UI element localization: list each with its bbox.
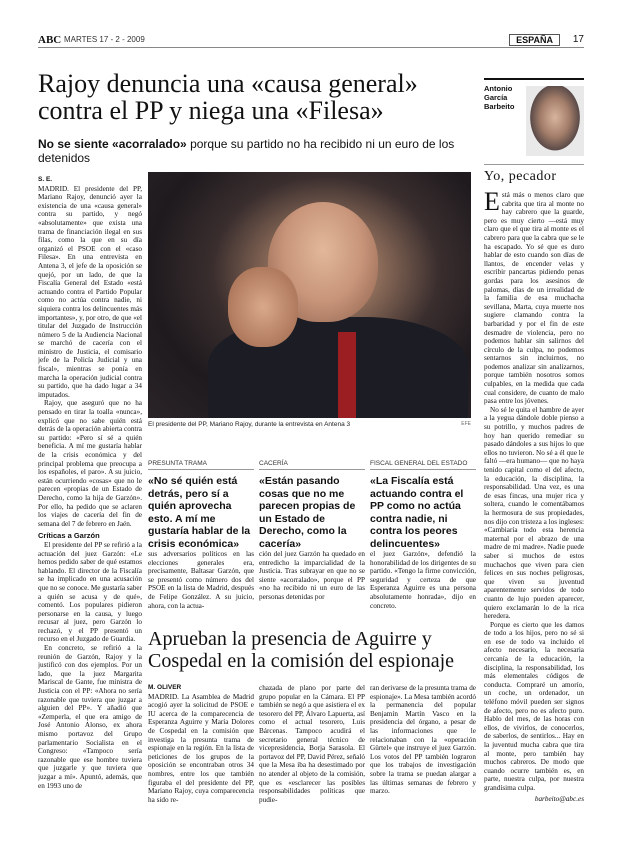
second-paragraph-3: ran derivarse de la presunta trama de espionaje». La Mesa también acordó la permanencia del popular Benjamín Martín Vasco en la presidencia del órgano, a pesar de las informaciones que le relacionaban con la «operación Gürtel» que instruye el juez Garzón. Los votos del PP también lograron que los trabajos de investigación sobre la trama se puedan alargar a las últimas semanas de febrero y marzo. bbox=[370, 684, 476, 796]
author-box bbox=[484, 78, 584, 156]
section-name: ESPAÑA bbox=[509, 34, 560, 46]
second-article-column-1 bbox=[148, 684, 254, 844]
photo-caption bbox=[148, 421, 471, 428]
main-paragraph-2: Rajoy, que aseguró que no ha pensado en tirar la toalla «nunca», explicó que no sabe quién está detrás de la operación abierta contra su partido: «Pero sí sé a quién beneficia. A mí me gustaría hablar de la crisis económica y del principal problema que preocupa a los españoles, el paro». A su juicio, están ocurriendo «cosas» que no le parecen «propias de un Estado de Derecho, como la hija de Garzón». Por ello, ha pedido que se aclaren los viajes de cacería del fin de semana del 7 de febrero en Jaén. bbox=[38, 399, 142, 528]
continuation-text: sus adversarios políticos en las elecciones generales era, precisamente, Baltasar Garzón, que se presentó como número dos del PSOE en la lista de Madrid, después de Felipe González. A su juicio, ahora, con la actua- bbox=[148, 550, 254, 610]
opinion-paragraph-2: No sé le quita el hambre de ayer a la yegua dándole doble pienso a su potrillo, y muchos padres de hoy han querido remediar su pasado dándoles a sus hijos lo que ellos no tuvieron. No sé a él que le faltó —era humano— que no haya tenido capital como el del afecto, la educación, la disciplina, la responsabilidad. Una vez, es una de esas fincas, una mujer rica y soltera, cuando le comentábamos la hermosura de sus propiedades, nos dijo con tristeza a los ingleses: «Cambiaría todo esta herencia maternal por el abrazo de una madre de mi madre». Nadie puede saber si muchos de estos muchachos que viven para cien felices en sus noches peligrosas, que viven su juventud aparentemente servidos de todo cuanto de lujo pueden aparecer, quiero exclamarán lo de la rica heredera. bbox=[484, 405, 584, 621]
opinion-paragraph-1 bbox=[484, 191, 584, 406]
main-subheading: Críticas a Garzón bbox=[38, 531, 100, 541]
second-headline-line1: Aprueban la presencia de Aguirre y bbox=[148, 628, 432, 650]
second-paragraph-1: MADRID. La Asamblea de Madrid acogió ayer la solicitud de PSOE e IU acerca de la comparecencia de Esperanza Aguirre y María Dolores de Cospedal en la comisión que investiga la presunta trama de espionaje en la región. En la lista de peticiones de los grupos de la oposición se encontraban otros 34 nombres, entre los que también figuraba el del presidente del PP, Mariano Rajoy, cuya comparecencia ha sido re- bbox=[148, 692, 254, 804]
page-number: 17 bbox=[572, 34, 584, 45]
main-paragraph-4: En concreto, se refirió a la reunión de Garzón, Rajoy y la justificó con dos ejemplos. Por un lado, que la juez Margarita Mariscal de Gante, fue ministra de Justicia con el PP: «Ahora no sería razonable que tuviera que juzgar a alguien del PP». Y añadió que «Zemperla, el que era amigo de José Antonio Alonso, ex ahora mismo portavoz del Grupo parlamentario Socialista en el Congreso: «Tampoco sería razonable que ese hombre tuviera que juzgarle y que tuviera que juzgar a mí». Apuntó, además, que en 1993 uno de bbox=[38, 644, 142, 790]
opinion-column bbox=[484, 78, 584, 846]
pull-quote-text: «Están pasando cosas que no me parecen propias de un Estado de Derecho, como la cacería» bbox=[259, 475, 356, 550]
rajoy-photo bbox=[148, 172, 471, 418]
photo-credit: EFE bbox=[461, 421, 471, 427]
pull-quote-3 bbox=[370, 460, 476, 550]
photo-caption-text: El presidente del PP, Mariano Rajoy, durante la entrevista en Antena 3 bbox=[148, 421, 351, 428]
author-portrait bbox=[526, 86, 584, 156]
newspaper-logo: ABC bbox=[38, 34, 62, 46]
pull-quote-label: FISCAL GENERAL DEL ESTADO bbox=[370, 460, 476, 470]
pull-quote-1 bbox=[148, 460, 254, 550]
main-byline: S. E. bbox=[38, 176, 53, 183]
continuation-text: ción del juez Garzón ha quedado en entredicho la imparcialidad de la Justicia. Tras subrayar en que no se siente «acorralado», porque el PP «no ha recibido ni un euro de las personas detenidas por bbox=[259, 550, 365, 601]
pull-quote-label: CACERÍA bbox=[259, 460, 365, 470]
second-paragraph-2: chazada de plano por parte del grupo popular en la Cámara. El PP también se negó a que asistiera el ex tesorero del PP, Álvaro Lapuerta, así como el actual tesorero, Luis Bárcenas. Tampoco acudirá el secretario general técnico de vicepresidencia, Borja Sarasola. El portavoz del PP, David Pérez, señaló que la Mesa iba ha desestimado por no atender al objeto de la comisión, que es «esclarecer las posibles responsabilidades políticas que pudie- bbox=[259, 684, 365, 804]
second-article-column-2 bbox=[259, 684, 365, 844]
author-surname-2: Barbeito bbox=[484, 102, 515, 111]
issue-date: MARTES 17 - 2 - 2009 bbox=[64, 35, 145, 44]
opinion-title: Yo, pecador bbox=[484, 164, 584, 185]
second-headline-line2: Cospedal en la comisión del espionaje bbox=[148, 650, 455, 672]
continuation-text: el juez Garzón», defendió la honorabilidad de los dirigentes de su partido. «Tengo la firme convicción, seguridad y certeza de que Esperanza Aguirre es una persona absolutamente honrada», dijo en concreto. bbox=[370, 550, 476, 610]
pull-quote-text: «No sé quién está detrás, pero sí a quién aprovecha esto. A mí me gustaría hablar de la crisis económica» bbox=[148, 475, 251, 550]
main-continuation-1 bbox=[148, 550, 254, 614]
author-name bbox=[484, 84, 524, 111]
main-headline-line2: contra el PP y niega una «Filesa» bbox=[38, 96, 384, 125]
second-headline bbox=[148, 628, 478, 672]
subhead-bold: No se siente «acorralado» bbox=[38, 137, 187, 151]
main-subhead bbox=[38, 137, 468, 165]
main-headline bbox=[38, 70, 468, 124]
opinion-signature[interactable]: barbeito@abc.es bbox=[534, 794, 584, 803]
main-article-column-1 bbox=[38, 176, 142, 844]
main-continuation-3 bbox=[370, 550, 476, 614]
pull-quote-text: «La Fiscalía está actuando contra el PP como no actúa contra nadie, ni contra los peores delincuentes» bbox=[370, 475, 464, 550]
photo-hand-shape bbox=[228, 267, 298, 347]
second-byline: M. OLIVER bbox=[148, 684, 182, 691]
author-surname-1: García bbox=[484, 93, 508, 102]
author-first-name: Antonio bbox=[484, 84, 513, 93]
pull-quote-2 bbox=[259, 460, 365, 550]
main-paragraph-3: El presidente del PP se refirió a la actuación del juez Garzón: «Le hemos pedido saber de qué estamos hablando. El director de la Fiscalía se ha implicado en una acusación que no se conoce. Me gustaría saber a quién se acusa y de qué», comentó. Los populares pidieron personarse en la causa, y luego recusar al juez, pero Garzón lo rechazó, y el PP presentó un recurso en el Juzgado de Guardia. bbox=[38, 540, 142, 644]
pull-quote-label: PRESUNTA TRAMA bbox=[148, 460, 254, 470]
opinion-paragraph-3: Porque es cierto que les damos de todo a los hijos, pero no sé si en ese de todo va incluido el afecto necesario, la necesaria cercanía de la educación, la disciplina, la responsabilidad, los más elementales códigos de conducta. Compraré un amorío, un coche, un ordenador, un teléfono móvil pueden ser signos de afecto, pero no es afecto puro. Hablo del mes, de las horas con ellos, de vivirlos, de conocerlos, de saberlos, de sentirlos... Hay en la juventud mucha cabra que tira al monte, pero también hay muchos cabreros. De modo que cuando ocurre también es, en parte, nuestra culpa, por nuestra grandísima culpa. bbox=[484, 620, 584, 792]
second-article-column-3 bbox=[370, 684, 476, 844]
photo-tie-shape bbox=[338, 332, 356, 418]
page-header bbox=[38, 34, 584, 48]
main-headline-line1: Rajoy denuncia una «causa general» bbox=[38, 69, 418, 98]
main-continuation-2 bbox=[259, 550, 365, 614]
opinion-body bbox=[484, 191, 584, 846]
main-paragraph-1: MADRID. El presidente del PP, Mariano Rajoy, denunció ayer la existencia de una «causa general» contra su partido, y negó «absolutamente» que exista una trama de financiación ilegal en sus filas, como la que en su día organizó el PSOE con el «caso Filesa». En una entrevista en Antena 3, el jefe de la oposición se quejó, por un lado, de que la Fiscalía General del Estado «está actuando contra el Partido Popular como no actúa contra nadie, ni siquiera contra los delincuentes más importantes», y, por otro, de que «el titular del Juzgado de Instrucción número 5 de la Audiencia Nacional se marchó de cacería con el ministro de Justicia, el comisario jefe de la Policía Judicial y una fiscal», mientras se ponía en marcha la operación judicial contra su partido, que ha dado lugar a 34 imputados. bbox=[38, 184, 142, 399]
subhead-rest: porque su partido no ha recibido ni un euro de los detenidos bbox=[38, 137, 455, 165]
opinion-dropcap: E bbox=[484, 191, 500, 216]
opinion-paragraph-1-text: stá más o menos claro que cabrita que tira al monte no hay cabrero que la guarde, pero es muy cierto —está muy claro que el que tira al monte es el cabrero para que la cabra que se le ha escapado. Yo sé que es duro hablar de esto cuando son días de llantos, de encender velas y escribir pancartas pidiendo penas gordas para los asesinos de palomas, días de un irrealidad de la familia de esa muchacha sevillana, Marta, cuya muerte nos sugiere clamando contra la barbaridad y por el fin de este desmadre de violencia, pero no podemos hablar sin salirnos del círculo de la culpa, no podemos sentarnos sin incluirnos, no podemos analizar sin analizarnos, porque también nosotros somos culpables, en la medida que cada cual considere, de cuanto de malo pasa entre los jóvenes. bbox=[484, 191, 584, 406]
